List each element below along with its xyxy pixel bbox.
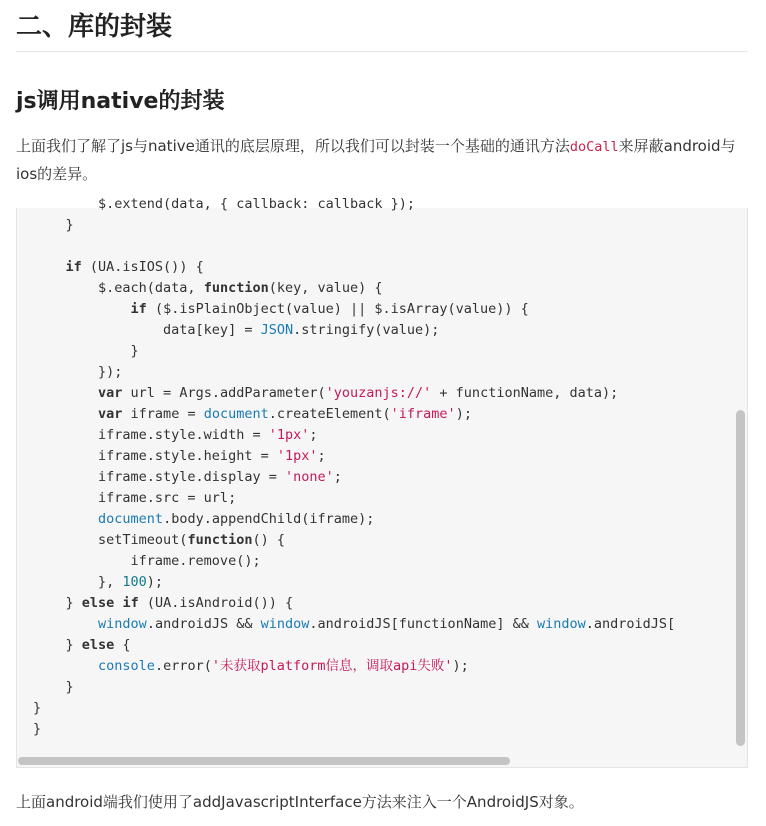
code-line: } [33, 679, 74, 695]
code-line: } [33, 217, 74, 233]
section-heading: 二、库的封装 [16, 12, 173, 42]
code-block[interactable] [16, 196, 748, 768]
code-line: window.androidJS && window.androidJS[functionName] && window.androidJS[ [98, 616, 676, 632]
code-line: var iframe = document.createElement('iframe'); [98, 406, 472, 422]
heading-divider [16, 51, 748, 52]
code-content [33, 194, 675, 740]
code-line: } [33, 700, 42, 716]
intro-text-after: 来屏蔽android与ios的差异。 [16, 137, 736, 183]
code-line: iframe.src = url; [33, 490, 237, 506]
code-line: } else if (UA.isAndroid()) { [33, 595, 294, 611]
code-line: data[key] = JSON.stringify(value); [33, 322, 440, 338]
code-vertical-scrollbar[interactable] [736, 410, 745, 746]
code-line [33, 236, 675, 257]
intro-text-before: 上面我们了解了js与native通讯的底层原理，所以我们可以封装一个基础的通讯方法 [16, 137, 570, 155]
code-line: }, 100); [33, 574, 164, 590]
code-line: var url = Args.addParameter('youzanjs://' + functionName, data); [98, 385, 619, 401]
code-line: } [33, 721, 42, 737]
intro-paragraph [16, 133, 736, 188]
code-line: } [33, 343, 139, 359]
code-line: }); [33, 364, 123, 380]
code-line: document.body.appendChild(iframe); [98, 511, 375, 527]
subsection-heading: js调用native的封装 [16, 89, 225, 114]
code-horizontal-scrollbar[interactable] [18, 757, 510, 765]
code-line: iframe.style.display = 'none'; [33, 469, 342, 485]
code-line: iframe.style.width = '1px'; [33, 427, 318, 443]
code-line: setTimeout(function() { [33, 532, 285, 548]
code-line: if ($.isPlainObject(value) || $.isArray(value)) { [130, 301, 529, 317]
code-line: } else { [33, 637, 131, 653]
code-line: console.error('未获取platform信息，调取api失败'); [98, 658, 469, 674]
code-line: iframe.style.height = '1px'; [33, 448, 326, 464]
code-line: $.each(data, function(key, value) { [33, 280, 383, 296]
outro-paragraph: 上面android端我们使用了addJavascriptInterface方法来注入一个AndroidJS对象。 [16, 793, 584, 811]
inline-code-docall: doCall [569, 139, 619, 155]
code-line: $.extend(data, { callback: callback }); [33, 196, 416, 212]
code-line: iframe.remove(); [33, 553, 261, 569]
code-line: if (UA.isIOS()) { [65, 259, 204, 275]
